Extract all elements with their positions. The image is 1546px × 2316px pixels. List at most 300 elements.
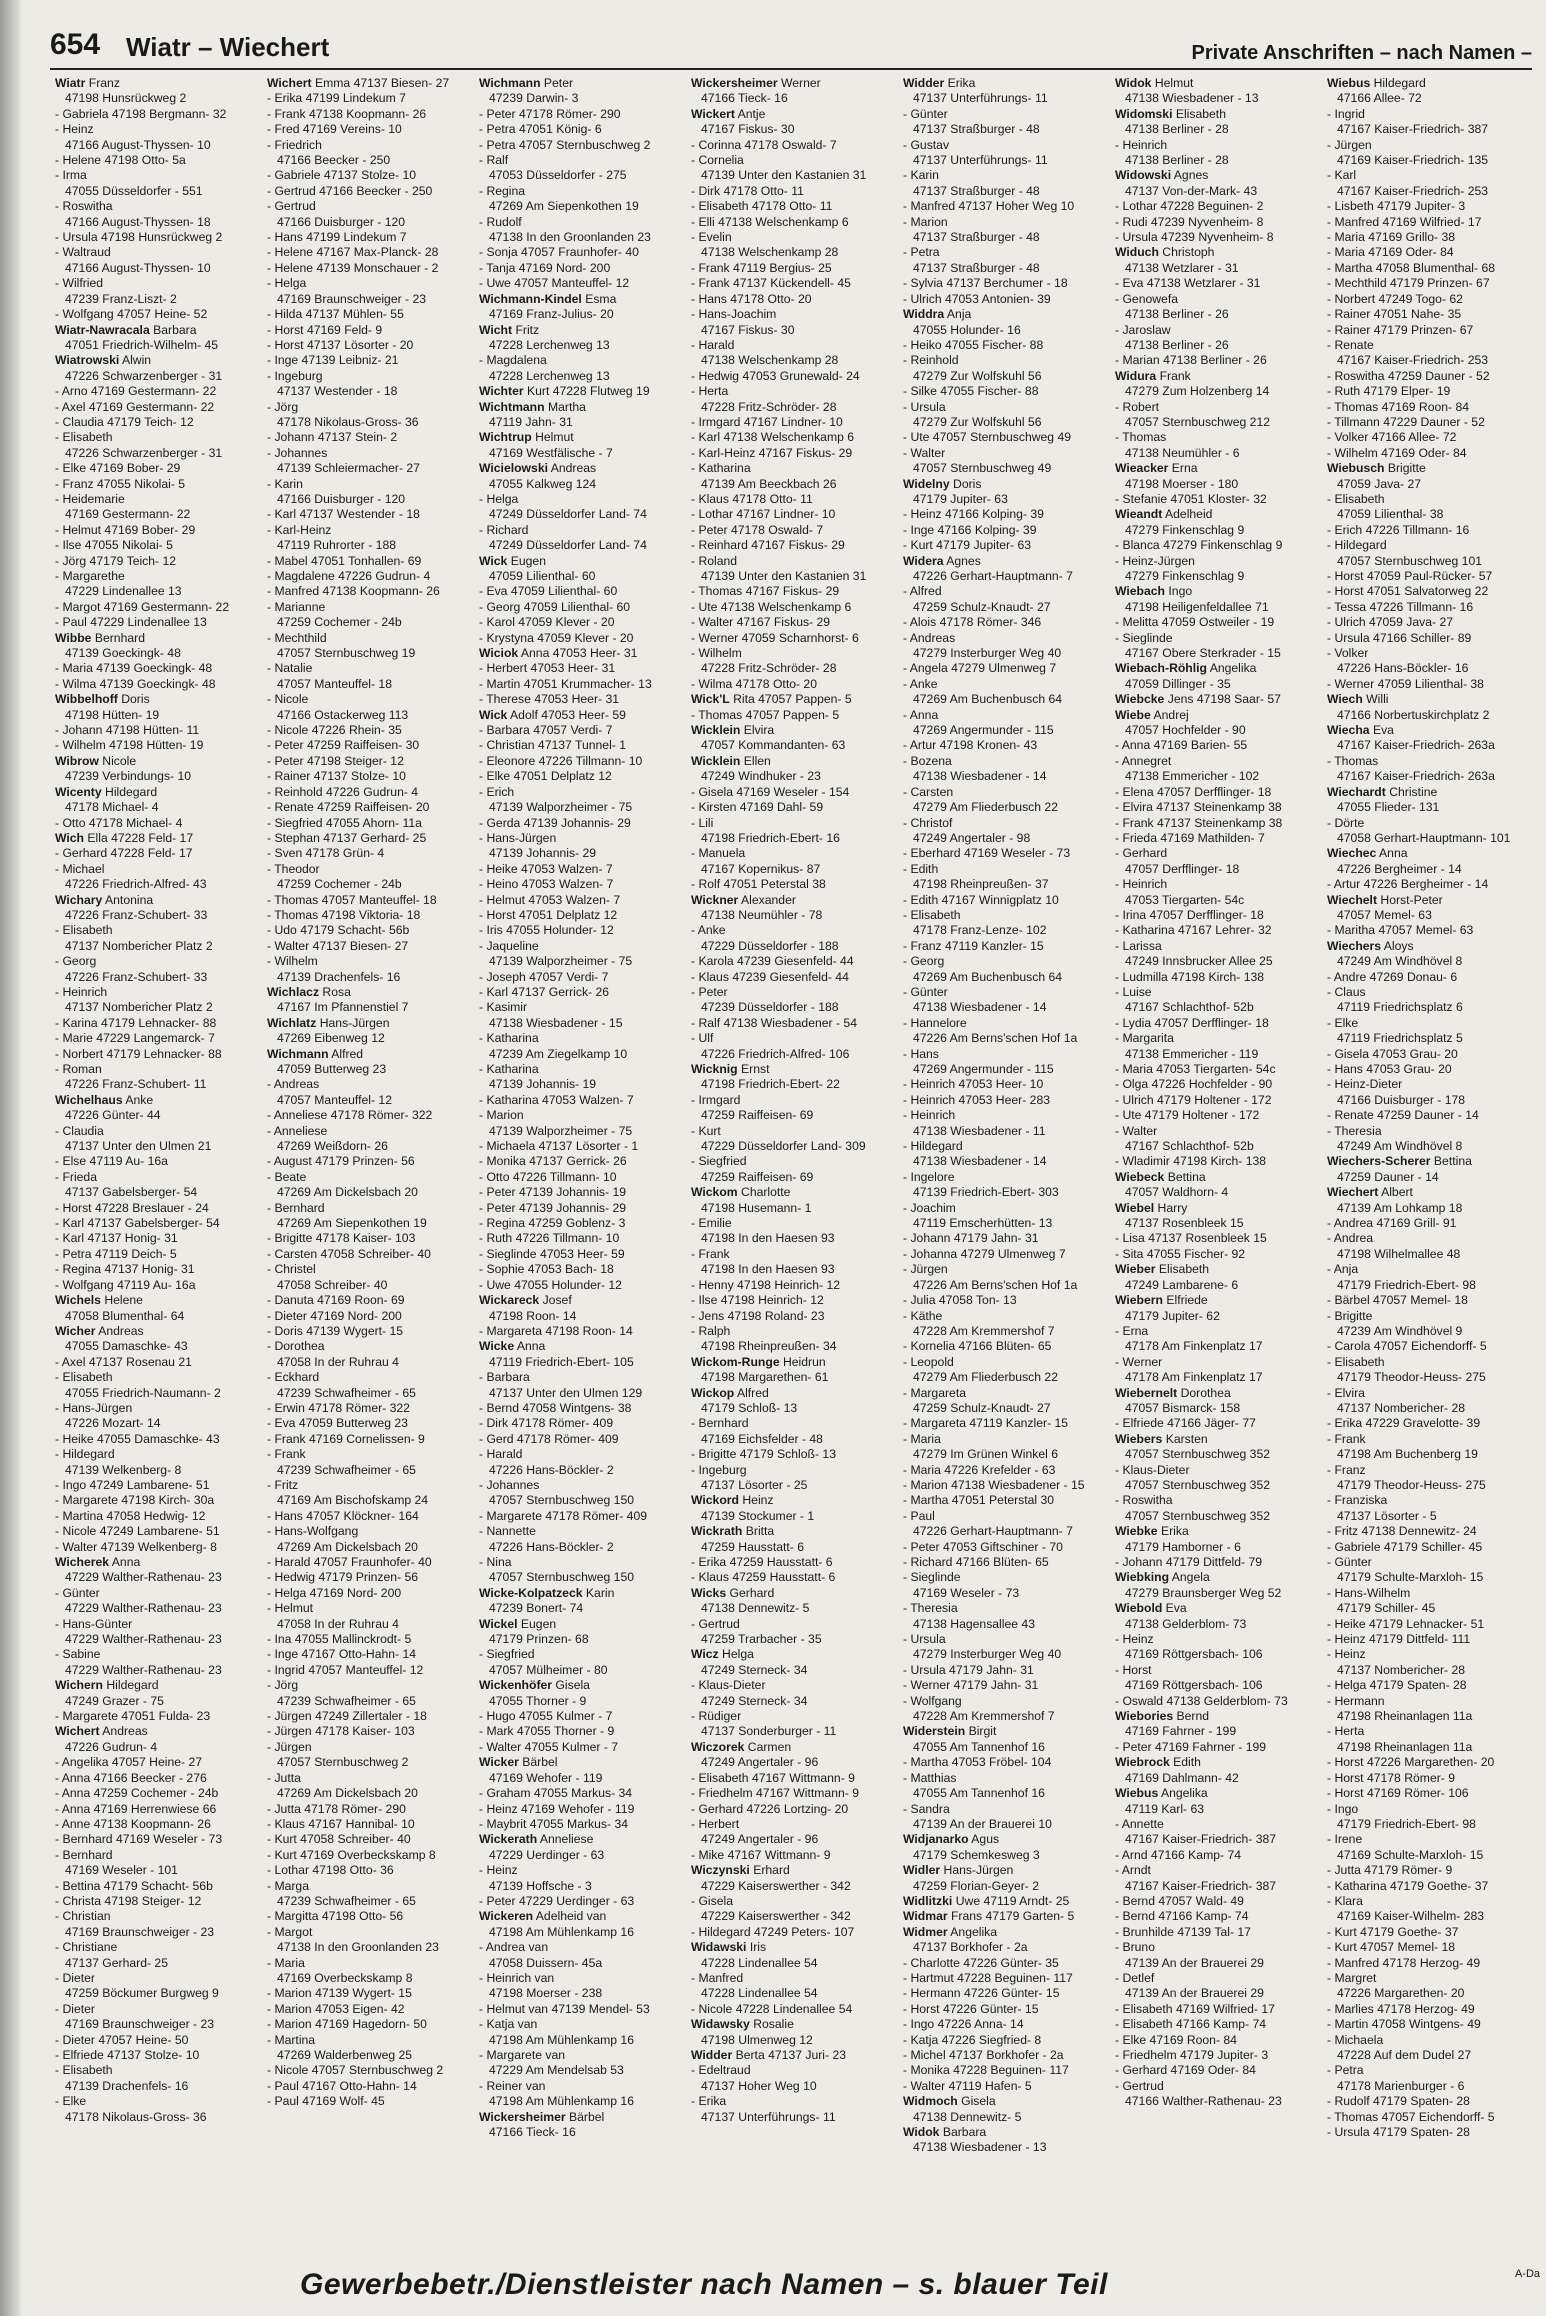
listing-entry: 47259 Schulz-Knaudt- 27 — [913, 599, 1051, 614]
listing-entry: - Volker — [1327, 646, 1369, 661]
listing-entry: 47249 Düsseldorfer Land- 74 — [489, 507, 647, 522]
listing-entry: - Peter 47229 Uerdinger - 63 — [479, 1893, 635, 1908]
listing-entry: Wiebeck Bettina — [1115, 1169, 1206, 1184]
listing-entry: - Katja 47226 Siegfried- 8 — [903, 2032, 1042, 2047]
listing-entry: 47198 Roon- 14 — [489, 1308, 577, 1323]
listing-entry: - Nicole 47249 Lambarene- 51 — [55, 1524, 220, 1539]
listing-entry: - Frank 47137 Steinenkamp 38 — [1115, 815, 1283, 830]
listing-entry: - Monika 47137 Gerrick- 26 — [479, 1154, 627, 1169]
listing-entry: - Lothar 47228 Beguinen- 2 — [1115, 199, 1264, 214]
listing-entry: - Christa 47198 Steiger- 12 — [55, 1893, 202, 1908]
listing-entry: - Elke — [55, 2094, 87, 2109]
listing-entry: - Waltraud — [55, 245, 111, 260]
listing-entry: 47057 Waldhorn- 4 — [1125, 1185, 1229, 1200]
listing-entry: - Dorothea — [267, 1339, 325, 1354]
listing-entry: - Ingo 47226 Anna- 14 — [903, 2017, 1024, 2032]
listing-entry: Wiechert Albert — [1327, 1185, 1413, 1200]
listing-entry: - Joachim — [903, 1200, 956, 1215]
listing-entry: - Katharina — [479, 1062, 539, 1076]
listing-entry: - Brigitte 47178 Kaiser- 103 — [267, 1231, 416, 1246]
listing-entry: - Gisela — [691, 1893, 733, 1908]
listing-entry: - Maria 47139 Goeckingk- 48 — [55, 661, 213, 676]
listing-entry: - Erika 47229 Gravelotte- 39 — [1327, 1416, 1481, 1431]
listing-entry: - Herta — [1327, 1724, 1365, 1739]
listing-entry: 47239 Am Windhövel 9 — [1337, 1323, 1463, 1338]
listing-entry: - Roswitha 47259 Dauner - 52 — [1327, 368, 1490, 383]
listing-entry: - Renate — [1327, 337, 1374, 352]
listing-entry: - Heinz 47169 Wehofer - 119 — [479, 1801, 635, 1816]
listing-entry: - Friedhelm 47179 Jupiter- 3 — [1115, 2048, 1269, 2062]
listing-entry: - Johann 47137 Stein- 2 — [267, 430, 398, 445]
listing-entry: 47137 Nombericher- 28 — [1337, 1400, 1466, 1415]
listing-entry: 47057 Sternbuschweg 49 — [913, 461, 1052, 476]
listing-entry: 47119 Ruhrorter - 188 — [277, 538, 397, 553]
listing-entry: - Matthias — [903, 1770, 957, 1785]
listing-entry: 47059 Dillinger - 35 — [1125, 676, 1231, 691]
listing-entry: - Hedwig 47053 Grunewald- 24 — [691, 368, 860, 383]
listing-entry: - Gisela 47053 Grau- 20 — [1327, 1046, 1458, 1061]
listing-entry: 47058 In der Ruhrau 4 — [277, 1354, 399, 1369]
listing-entry: - Elvira — [1327, 1385, 1365, 1400]
listing-entry: - Helmut van 47139 Mendel- 53 — [479, 2001, 650, 2016]
listing-entry: Wichmann Alfred — [267, 1046, 364, 1061]
listing-entry: 47137 Nombericher Platz 2 — [65, 938, 213, 953]
listing-entry: - Heinz — [55, 122, 94, 137]
listing-entry: - Rudi 47239 Nyvenheim- 8 — [1115, 214, 1264, 229]
listing-entry: 47226 Franz-Schubert- 11 — [65, 1077, 207, 1092]
listing-entry: - Margot 47169 Gestermann- 22 — [55, 599, 230, 614]
listing-entry: - Harald — [691, 337, 735, 352]
listing-entry: - Kurt — [691, 1123, 721, 1138]
listing-entry: 47137 Straßburger - 48 — [913, 122, 1040, 137]
listing-entry: - Peter 47178 Oswald- 7 — [691, 522, 824, 537]
listing-entry: 47249 Sterneck- 34 — [701, 1662, 808, 1677]
listing-entry: - Gertrud — [267, 199, 316, 214]
listing-entry: - Otto 47178 Michael- 4 — [55, 815, 183, 830]
listing-entry: - Gerhard 47169 Oder- 84 — [1115, 2063, 1256, 2078]
listing-entry: 47169 Overbeckskamp 8 — [277, 1970, 413, 1985]
listing-entry: - Nicole 47057 Sternbuschweg 2 — [267, 2063, 444, 2078]
listing-entry: - Anneliese — [267, 1123, 328, 1138]
listing-entry: Wichary Antonina — [55, 892, 154, 907]
listing-entry: Wichmann-Kindel Esma — [479, 291, 617, 306]
listing-entry: - Heinz 47166 Kolping- 39 — [903, 507, 1044, 522]
listing-entry: 47138 In den Groonlanden 23 — [489, 230, 651, 245]
listing-entry: - Norbert 47249 Togo- 62 — [1327, 291, 1463, 306]
listing-entry: 47259 Raiffeisen- 69 — [701, 1169, 814, 1184]
listing-entry: 47058 Gerhart-Hauptmann- 101 — [1337, 830, 1511, 845]
listing-entry: - Siegfried 47055 Ahorn- 11a — [267, 815, 422, 830]
listing-entry: Wicht Fritz — [479, 322, 540, 337]
listing-entry: - Anna — [903, 707, 939, 722]
listing-entry: 47198 Friedrich-Ebert- 16 — [701, 830, 840, 845]
listing-entry: - Ute 47057 Sternbuschweg 49 — [903, 430, 1072, 445]
listing-entry: - Axel 47137 Rosenau 21 — [55, 1354, 192, 1369]
listing-entry: 47167 Kaiser-Friedrich- 387 — [1125, 1878, 1277, 1893]
listing-entry: Wiebories Bernd — [1115, 1709, 1210, 1724]
listing-entry: - Hildegard — [55, 1447, 115, 1462]
listing-entry: - Marianne — [267, 599, 326, 614]
listing-entry: 47166 Norbertuskirchplatz 2 — [1337, 707, 1490, 722]
listing-entry: - Johanna 47279 Ulmenweg 7 — [903, 1246, 1066, 1261]
listing-entry: - Renate 47259 Raiffeisen- 20 — [267, 800, 430, 815]
listing-entry: - Gerhard — [1115, 846, 1168, 861]
listing-entry: - Magdalena — [479, 353, 547, 368]
listing-entry: 47198 Am Mühlenkamp 16 — [489, 1924, 634, 1939]
listing-entry: - Katharina — [479, 1031, 539, 1046]
listing-entry: - Wolfgang 47119 Au- 16a — [55, 1277, 196, 1292]
listing-entry: - Paul 47169 Wolf- 45 — [267, 2094, 385, 2109]
listing-entry: 47198 Hütten- 19 — [65, 707, 160, 722]
listing-entry: - Horst 47051 Salvatorweg 22 — [1327, 584, 1489, 599]
listing-entry: 47059 Lilienthal- 60 — [489, 569, 596, 583]
listing-entry: - Friedrich — [267, 137, 322, 152]
listing-entry: - Regina 47137 Honig- 31 — [55, 1262, 195, 1277]
listing-entry: Wiechers-Scherer Bettina — [1327, 1154, 1472, 1169]
listing-entry: - Henny 47198 Heinrich- 12 — [691, 1277, 841, 1292]
listing-entry: - Brunhilde 47139 Tal- 17 — [1115, 1924, 1251, 1939]
listing-entry: - Charlotte 47226 Günter- 35 — [903, 1955, 1059, 1970]
corner-mark: A-Da — [1514, 2268, 1540, 2280]
listing-entry: - Andreas — [267, 1077, 320, 1092]
page-number: 654 — [50, 28, 101, 61]
listing-entry: - Gabriela 47198 Bergmann- 32 — [55, 106, 227, 121]
listing-entry: 47249 Am Windhövel 8 — [1337, 1139, 1463, 1154]
listing-entry: - Gertrud — [691, 1616, 740, 1631]
listing-entry: 47138 Welschenkamp 28 — [701, 353, 839, 368]
listing-entry: 47198 Friedrich-Ebert- 22 — [701, 1077, 840, 1092]
listing-entry: - Georg 47059 Lilienthal- 60 — [479, 599, 631, 614]
listing-entry: - Johann 47198 Hütten- 11 — [55, 723, 200, 738]
listing-entry: - Manfred 47169 Wilfried- 17 — [1327, 214, 1482, 229]
listing-entry: 47058 In der Ruhrau 4 — [277, 1616, 399, 1631]
listing-entry: - Werner 47059 Lilienthal- 38 — [1327, 676, 1484, 691]
listing-entry: Wiebusch Brigitte — [1327, 461, 1426, 476]
listing-entry: 47169 Am Bischofskamp 24 — [277, 1493, 429, 1508]
listing-entry: 47226 Hans-Böckler- 16 — [1337, 661, 1469, 676]
listing-entry: 47198 In den Haesen 93 — [701, 1262, 835, 1277]
listing-entry: 47057 Manteuffel- 18 — [277, 676, 392, 691]
listing-entry: - Käthe — [903, 1308, 943, 1323]
listing-entry: 47138 Dennewitz- 5 — [701, 1601, 810, 1616]
listing-entry: - Hans 47057 Klöckner- 164 — [267, 1508, 419, 1523]
listing-entry: - Ingo 47249 Lambarene- 51 — [55, 1477, 210, 1492]
listing-entry: - Nicole 47226 Rhein- 35 — [267, 723, 402, 738]
listing-entry: Wiechardt Christine — [1327, 784, 1438, 799]
listing-entry: - Gabriele 47179 Schiller- 45 — [1327, 1539, 1483, 1554]
listing-entry: 47279 Insterburger Weg 40 — [913, 646, 1062, 661]
listing-entry: 47137 Sonderburger - 11 — [701, 1724, 837, 1739]
listing-entry: - Rüdiger — [691, 1709, 742, 1724]
listing-entry: Widmoch Gisela — [903, 2094, 996, 2109]
listing-entry: - Maria 47169 Grillo- 38 — [1327, 230, 1456, 245]
listing-entry: - Evelin — [691, 230, 732, 245]
listing-entry: - Hans — [903, 1046, 939, 1061]
listing-entry: - Günter — [1327, 1555, 1372, 1569]
listing-entry: 47139 An der Brauerei 29 — [1125, 1955, 1264, 1970]
listing-entry: - Hans 47053 Grau- 20 — [1327, 1062, 1452, 1076]
listing-entry: - Kasimir — [479, 1000, 528, 1015]
listing-entry: - Edeltraud — [691, 2063, 751, 2078]
listing-entry: - Elisabeth 47178 Otto- 11 — [691, 199, 833, 214]
listing-entry: Wiebern Elfriede — [1115, 1293, 1208, 1308]
listing-entry: Wickerath Anneliese — [479, 1832, 594, 1847]
listing-entry: 47198 In den Haesen 93 — [701, 1231, 835, 1246]
listing-entry: - Hedwig 47179 Prinzen- 56 — [267, 1570, 419, 1585]
listing-entry: 47178 Am Finkenplatz 17 — [1125, 1370, 1263, 1385]
listing-entry: Wick Adolf 47053 Heer- 59 — [479, 707, 626, 722]
listing-entry: - Hans-Jürgen — [479, 830, 557, 845]
listing-entry: Wicz Helga — [691, 1647, 754, 1662]
listing-entry: Wiebers Karsten — [1115, 1431, 1208, 1446]
listing-entry: 47138 Dennewitz- 5 — [913, 2109, 1022, 2124]
listing-entry: - Udo 47179 Schacht- 56b — [267, 923, 410, 938]
listing-entry: 47057 Manteuffel- 12 — [277, 1092, 392, 1107]
listing-entry: 47169 Braunschweiger - 23 — [277, 291, 427, 306]
listing-entry: 47166 Beecker - 250 — [277, 153, 391, 168]
listing-entry: - Claudia — [55, 1123, 104, 1138]
listing-entry: - Thomas 47057 Eichendorff- 5 — [1327, 2109, 1495, 2124]
listing-entry: - Elke — [1327, 1015, 1359, 1030]
listing-entry: Wichlatz Hans-Jürgen — [267, 1015, 390, 1030]
listing-entry: Wiczorek Carmen — [691, 1739, 792, 1754]
listing-entry: 47269 Am Buchenbusch 64 — [913, 969, 1063, 984]
listing-entry: - Martha 47058 Blumenthal- 68 — [1327, 260, 1496, 275]
listing-entry: - Peter 47169 Fahrner - 199 — [1115, 1739, 1267, 1754]
listing-entry: 47137 Nombericher Platz 2 — [65, 1000, 213, 1015]
listing-entry: 47138 Wiesbadener - 13 — [1125, 91, 1259, 106]
listing-entry: - Kurt 47179 Goethe- 37 — [1327, 1924, 1459, 1939]
listing-entry: 47139 Welkenberg- 8 — [65, 1462, 182, 1477]
listing-entry: - Anna 47169 Herrenwiese 66 — [55, 1801, 217, 1816]
listing-entry: 47058 Duissern- 45a — [489, 1955, 603, 1970]
listing-entry: - Bernhard — [55, 1847, 113, 1862]
listing-entry: - Stephan 47137 Gerhard- 25 — [267, 830, 427, 845]
listing-entry: - Ruth 47226 Tillmann- 10 — [479, 1231, 620, 1246]
listing-entry: Wibbe Bernhard — [55, 630, 145, 645]
listing-entry: - Gisela 47169 Weseler - 154 — [691, 784, 850, 799]
listing-entry: - Andreas — [903, 630, 956, 645]
listing-entry: 47053 Düsseldorfer - 275 — [489, 168, 627, 183]
listing-entry: - Claudia 47179 Teich- 12 — [55, 414, 194, 429]
listing-entry: - Manfred 47138 Koopmann- 26 — [267, 584, 440, 599]
listing-entry: - Andrea van — [479, 1940, 549, 1955]
listing-entry: - Petra — [1327, 2063, 1364, 2078]
listing-entry: 47229 Uerdinger - 63 — [489, 1847, 605, 1862]
listing-entry: - Ursula 47166 Schiller- 89 — [1327, 630, 1472, 645]
listing-entry: - Jaroslaw — [1115, 322, 1171, 337]
listing-entry: 47279 Im Grünen Winkel 6 — [913, 1447, 1058, 1462]
listing-entry: - Ralf — [479, 153, 509, 168]
listing-entry: - Margitta 47198 Otto- 56 — [267, 1909, 404, 1924]
listing-entry: Widder Erika — [903, 76, 976, 90]
listing-entry: 47169 Kaiser-Friedrich- 135 — [1337, 153, 1489, 168]
listing-entry: 47229 Walther-Rathenau- 23 — [65, 1601, 222, 1616]
listing-entry: - Ilse 47198 Heinrich- 12 — [691, 1293, 824, 1308]
listing-entry: - Heinrich 47053 Heer- 10 — [903, 1077, 1044, 1092]
listing-entry: 47178 Franz-Lenze- 102 — [913, 923, 1047, 938]
listing-entry: Wiechec Anna — [1327, 846, 1408, 861]
listing-entry: 47169 Weseler - 101 — [65, 1863, 178, 1878]
listing-entry: - Heinz 47179 Dittfeld- 111 — [1327, 1632, 1471, 1647]
listing-entry: - Alfred — [903, 584, 942, 599]
listing-entry: 47179 Jupiter- 62 — [1125, 1308, 1220, 1323]
listing-entry: 47226 Friedrich-Alfred- 106 — [701, 1046, 850, 1061]
listing-entry: 47228 Lindenallee 54 — [701, 1955, 818, 1970]
listing-entry: Wickersheimer Werner — [691, 76, 821, 90]
listing-entry: 47057 Memel- 63 — [1337, 907, 1432, 922]
listing-entry: - Martha 47053 Fröbel- 104 — [903, 1755, 1052, 1770]
listing-entry: - Irma — [55, 168, 87, 183]
listing-entry: 47269 Am Dickelsbach 20 — [277, 1786, 418, 1801]
listing-entry: Widerstein Birgit — [903, 1724, 997, 1739]
listing-entry: - Sonja 47057 Fraunhofer- 40 — [479, 245, 639, 260]
listing-entry: - Christel — [267, 1262, 316, 1277]
listing-entry: 47166 Tieck- 16 — [489, 2125, 576, 2140]
listing-entry: 47169 Weseler - 73 — [913, 1585, 1020, 1600]
listing-entry: 47249 Am Windhövel 8 — [1337, 954, 1463, 969]
listing-entry: - Kurt 47179 Jupiter- 63 — [903, 538, 1032, 553]
listing-entry: - Hans-Jürgen — [55, 1400, 133, 1415]
listing-entry: - Heinrich van — [479, 1970, 555, 1985]
listing-entry: Wibrow Nicole — [55, 753, 137, 768]
listing-entry: 47178 Marienburger - 6 — [1337, 2078, 1465, 2093]
listing-entry: - Friedhelm 47167 Wittmann- 9 — [691, 1786, 859, 1801]
listing-entry: 47167 Kaiser-Friedrich- 263a — [1337, 738, 1495, 753]
listing-entry: - Erna — [1115, 1323, 1149, 1338]
listing-entry: 47269 Walderbenweg 25 — [277, 2048, 413, 2062]
listing-entry: 47119 Jahn- 31 — [489, 414, 573, 429]
listing-entry: - Ludmilla 47198 Kirch- 138 — [1115, 969, 1265, 984]
listing-entry: 47137 Hoher Weg 10 — [701, 2078, 817, 2093]
listing-entry: 47239 Am Ziegelkamp 10 — [489, 1046, 628, 1061]
listing-entry: - Maybrit 47055 Markus- 34 — [479, 1816, 629, 1831]
listing-entry: - Horst 47051 Delplatz 12 — [479, 907, 618, 922]
listing-entry: 47228 Am Kremmershof 7 — [913, 1323, 1055, 1338]
listing-entry: - Helga 47179 Spaten- 28 — [1327, 1678, 1467, 1693]
listing-entry: 47139 Johannis- 19 — [489, 1077, 597, 1092]
listing-entry: - Hannelore — [903, 1015, 967, 1030]
listing-entry: - Arnd 47166 Kamp- 74 — [1115, 1847, 1242, 1862]
listing-entry: - Gerd 47178 Römer- 409 — [479, 1431, 619, 1446]
listing-entry: 47269 Am Dickelsbach 20 — [277, 1539, 418, 1554]
listing-entry: Wichlacz Rosa — [267, 984, 351, 999]
listing-entry: - Elisabeth — [55, 923, 113, 938]
listing-entry: Wichelhaus Anke — [55, 1092, 154, 1107]
listing-entry: 47198 Am Buchenberg 19 — [1337, 1447, 1478, 1462]
listing-entry: Wickom Charlotte — [691, 1185, 791, 1200]
listing-entry: 47198 Husemann- 1 — [701, 1200, 812, 1215]
listing-entry: - Siegfried — [691, 1154, 747, 1169]
listing-entry: 47137 Straßburger - 48 — [913, 260, 1040, 275]
listing-entry: - Günter — [55, 1585, 100, 1600]
listing-entry: - Inge 47139 Leibniz- 21 — [267, 353, 399, 368]
listing-entry: 47249 Windhuker - 23 — [701, 769, 821, 784]
listing-entry: 47055 Kalkweg 124 — [489, 476, 597, 491]
listing-entry: 47119 Karl- 63 — [1125, 1801, 1205, 1816]
listing-entry: 47226 Gerhart-Hauptmann- 7 — [913, 569, 1073, 583]
listing-entry: - Ruth 47179 Elper- 19 — [1327, 384, 1451, 399]
listing-entry: 47138 Welschenkamp 28 — [701, 245, 839, 260]
listing-entry: - Nicole — [267, 692, 309, 707]
listing-entry: 47259 Schulz-Knaudt- 27 — [913, 1400, 1051, 1415]
listing-entry: 47198 Am Mühlenkamp 16 — [489, 2032, 634, 2047]
listing-entry: - Theresia — [1327, 1123, 1382, 1138]
listing-entry: - Walter — [903, 445, 946, 460]
listing-entry: 47259 Trarbacher - 35 — [701, 1632, 822, 1647]
listing-entry: - Edith — [903, 861, 939, 876]
listing-entry: - Georg — [903, 954, 945, 969]
listing-entry: - Annette — [1115, 1816, 1164, 1831]
listing-entry: - Jörg — [267, 1678, 299, 1693]
listing-entry: - Sieglinde — [903, 1570, 961, 1585]
listing-entry: 47249 Grazer - 75 — [65, 1693, 164, 1708]
listing-entry: 47055 Flieder- 131 — [1337, 800, 1440, 815]
listing-entry: - Klaus 47239 Giesenfeld- 44 — [691, 969, 849, 984]
listing-entry: - Danuta 47169 Roon- 69 — [267, 1293, 405, 1308]
listing-entry: - Bernhard — [691, 1416, 749, 1431]
listing-entry: - Klaus-Dieter — [691, 1678, 766, 1693]
listing-entry: - Bärbel 47057 Memel- 18 — [1327, 1293, 1468, 1308]
listing-entry: Wicklein Elvira — [691, 723, 775, 738]
listing-entry: Wichert Andreas — [55, 1724, 148, 1739]
listing-entry: - Erwin 47178 Römer- 322 — [267, 1400, 410, 1415]
listing-entry: 47057 Sternbuschweg 352 — [1125, 1508, 1271, 1523]
listing-entry: - Regina 47259 Goblenz- 3 — [479, 1216, 626, 1231]
listing-column — [262, 76, 474, 2261]
listing-entry: - Maria 47053 Tiergarten- 54c — [1115, 1062, 1276, 1076]
listing-entry: - Walter 47055 Kulmer - 7 — [479, 1739, 619, 1754]
listing-entry: - Marion 47169 Hagedorn- 50 — [267, 2017, 427, 2032]
listing-entry: - Margarete 47178 Römer- 409 — [479, 1508, 648, 1523]
listing-entry: - Axel 47169 Gestermann- 22 — [55, 399, 215, 414]
listing-entry: Wiebke Erika — [1115, 1524, 1189, 1539]
listing-entry: 47198 Heiligenfeldallee 71 — [1125, 599, 1269, 614]
listing-entry: - Maritha 47057 Memel- 63 — [1327, 923, 1474, 938]
listing-entry: 47138 Berliner - 26 — [1125, 307, 1229, 322]
listing-entry: - Kornelia 47166 Blüten- 65 — [903, 1339, 1052, 1354]
listing-entry: - Helga — [267, 276, 307, 291]
listing-entry: - Margarete van — [479, 2048, 566, 2062]
listing-entry: - Ute 47179 Holtener - 172 — [1115, 1108, 1260, 1123]
listing-entry: - Anja — [1327, 1262, 1359, 1277]
listing-entry: - Frank — [1327, 1431, 1366, 1446]
listing-entry: - Horst 47169 Feld- 9 — [267, 322, 383, 337]
listing-entry: - Walter 47167 Fiskus- 29 — [691, 615, 831, 630]
listing-entry: - Marie 47229 Langemarck- 7 — [55, 1031, 215, 1046]
listing-entry: 47269 Weißdorn- 26 — [277, 1139, 388, 1154]
listing-entry: - Olga 47226 Hochfelder - 90 — [1115, 1077, 1273, 1092]
listing-entry: - Michaela 47137 Lösorter - 1 — [479, 1139, 639, 1154]
listing-entry: - Helmut 47053 Walzen- 7 — [479, 892, 621, 907]
listing-entry: - Heinrich — [1115, 137, 1168, 152]
listing-entry: 47198 Am Mühlenkamp 16 — [489, 2094, 634, 2109]
listing-columns — [50, 76, 1540, 2261]
listing-entry: 47166 Duisburger - 120 — [277, 214, 406, 229]
listing-entry: - Ingelore — [903, 1169, 955, 1184]
listing-entry: Wichmann Peter — [479, 76, 574, 90]
listing-entry: Wiebach-Röhlig Angelika — [1115, 661, 1257, 676]
listing-entry: Wiebcke Jens 47198 Saar- 57 — [1115, 692, 1281, 707]
listing-entry: 47167 Kopernikus- 87 — [701, 861, 821, 876]
listing-entry: 47269 Eibenweg 12 — [277, 1031, 385, 1046]
listing-entry: - Tanja 47169 Nord- 200 — [479, 260, 611, 275]
listing-entry: - Ingrid 47057 Manteuffel- 12 — [267, 1662, 424, 1677]
listing-entry: - Heidemarie — [55, 491, 125, 506]
listing-entry: - Erich 47226 Tillmann- 16 — [1327, 522, 1470, 537]
listing-entry: 47166 Walther-Rathenau- 23 — [1125, 2094, 1282, 2109]
listing-entry: 47138 Wetzlarer - 31 — [1125, 260, 1239, 275]
